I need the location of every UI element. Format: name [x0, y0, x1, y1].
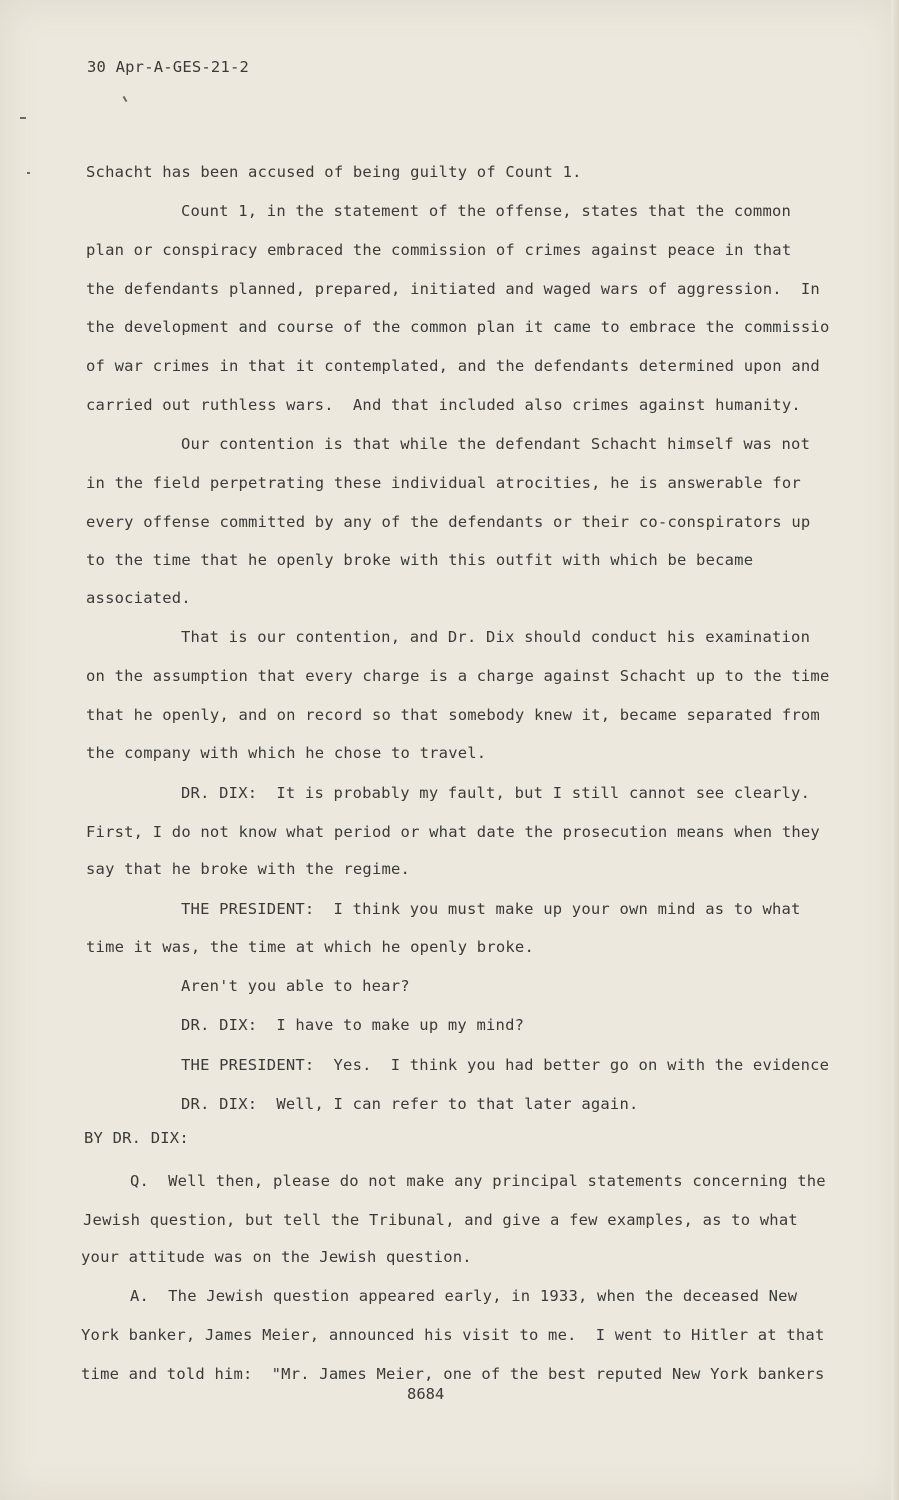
text-line: Schacht has been accused of being guilty of Count 1. [86, 163, 582, 181]
text-line: the defendants planned, prepared, initiated and waged wars of aggression. In [86, 280, 820, 298]
margin-mark [20, 117, 26, 119]
text-line: York banker, James Meier, announced his visit to me. I went to Hitler at that [81, 1326, 825, 1344]
page-number: 8684 [407, 1385, 445, 1403]
question-line: Q. Well then, please do not make any principal statements concerning the [130, 1172, 826, 1190]
text-line: plan or conspiracy embraced the commission of crimes against peace in that [86, 241, 792, 259]
margin-mark [123, 96, 128, 102]
speaker-line: DR. DIX: I have to make up my mind? [181, 1016, 525, 1034]
margin-mark [27, 172, 30, 174]
speaker-line: DR. DIX: It is probably my fault, but I still cannot see clearly. [181, 784, 811, 802]
document-reference: 30 Apr-A-GES-21-2 [87, 58, 250, 76]
text-line: to the time that he openly broke with this outfit with which be became [86, 551, 754, 569]
text-line: associated. [86, 589, 191, 607]
answer-line: A. The Jewish question appeared early, in 1933, when the deceased New [130, 1287, 798, 1305]
text-line: Count 1, in the statement of the offense, states that the common [181, 202, 792, 220]
text-line: time it was, the time at which he openly broke. [86, 938, 534, 956]
speaker-line: THE PRESIDENT: Yes. I think you had better go on with the evidence [181, 1056, 830, 1074]
text-line: the development and course of the common plan it came to embrace the commissio [86, 318, 830, 336]
text-line: that he openly, and on record so that somebody knew it, became separated from [86, 706, 820, 724]
text-line: Jewish question, but tell the Tribunal, and give a few examples, as to what [83, 1211, 798, 1229]
speaker-line: DR. DIX: Well, I can refer to that later again. [181, 1095, 639, 1113]
text-line: say that he broke with the regime. [86, 860, 411, 878]
text-line: on the assumption that every charge is a charge against Schacht up to the time [86, 667, 830, 685]
text-line: every offense committed by any of the defendants or their co-conspirators up [86, 513, 811, 531]
text-line: Our contention is that while the defendant Schacht himself was not [181, 435, 811, 453]
text-line: your attitude was on the Jewish question. [81, 1248, 472, 1266]
speaker-line: THE PRESIDENT: I think you must make up your own mind as to what [181, 900, 801, 918]
text-line: carried out ruthless wars. And that included also crimes against humanity. [86, 396, 801, 414]
text-line: That is our contention, and Dr. Dix should conduct his examination [181, 628, 811, 646]
text-line: the company with which he chose to travel. [86, 744, 487, 762]
page-edge-shadow [891, 0, 899, 1500]
text-line: time and told him: "Mr. James Meier, one of the best reputed New York bankers [81, 1365, 825, 1383]
section-heading: BY DR. DIX: [84, 1129, 189, 1147]
text-line: of war crimes in that it contemplated, and the defendants determined upon and [86, 357, 820, 375]
text-line: in the field perpetrating these individual atrocities, he is answerable for [86, 474, 801, 492]
text-line: First, I do not know what period or what date the prosecution means when they [86, 823, 820, 841]
text-line: Aren't you able to hear? [181, 977, 410, 995]
